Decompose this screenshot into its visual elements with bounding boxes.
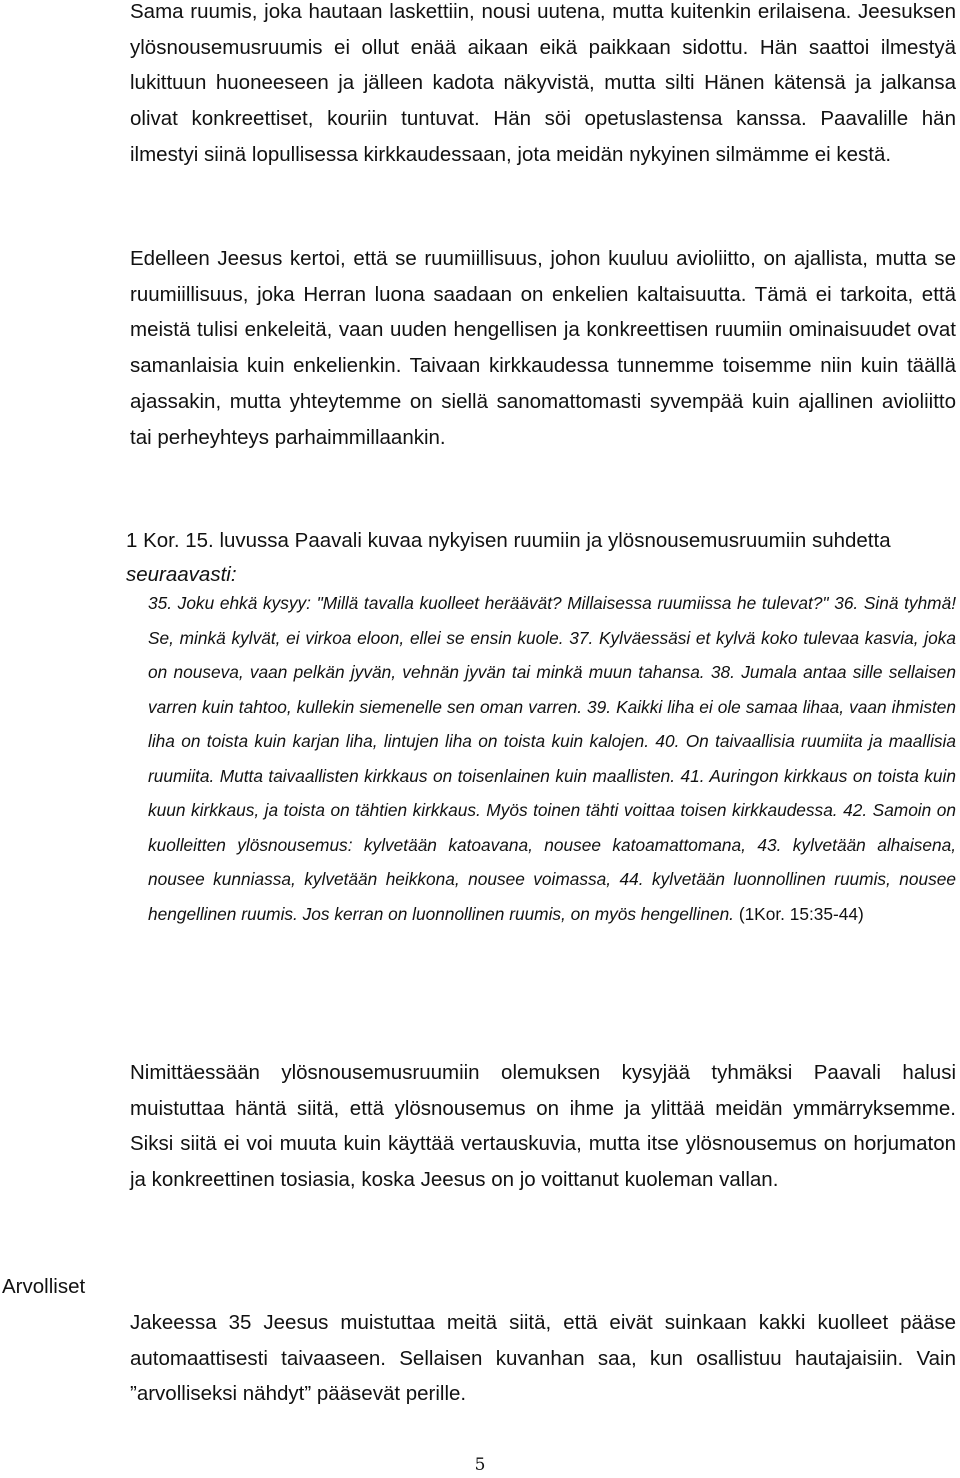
page-number: 5 <box>474 1455 486 1475</box>
quote-introduction-text: 1 Kor. 15. luvussa Paavali kuvaa nykyisen ruumiin ja ylösnousemusruumiin suhdetta <box>126 529 891 552</box>
paragraph-resurrection-body: Sama ruumis, joka hautaan laskettiin, nousi uutena, mutta kuitenkin erilaisena. Jeesuksen ylösnousemusruumis ei ollut enää aikaan eikä paikkaan sidottu. Hän saattoi ilmestyä lukittuun huoneeseen ja jälleen kadota näkyvistä, mutta silti Hänen kätensä ja jalkansa olivat konkreettiset, kouriin tuntuvat. Hän söi opetuslastensa kanssa. Paavalille hän ilmestyi siinä lopullisessa kirkkaudessaan, jota meidän nykyinen silmämme ei kestä. <box>130 0 956 166</box>
paragraph-worthy: Jakeessa 35 Jeesus muistuttaa meitä siitä, että eivät suinkaan kakki kuolleet pääse automaattisesti taivaaseen. Sellaisen kuvanhan saa, kun osallistuu hautajaisiin. Vain ”arvolliseksi nähdyt” pääsevät perille. <box>130 1311 956 1406</box>
quote-introduction-italic: seuraavasti: <box>126 563 237 586</box>
margin-heading-arvolliset: Arvolliset <box>2 1275 86 1298</box>
bible-quote-text: 35. Joku ehkä kysyy: "Millä tavalla kuolleet heräävät? Millaisessa ruumiissa he tulevat?" 36. Sinä tyhmä! Se, minkä kylvät, ei virkoa eloon, ellei se ensin kuole. 37. Kylväessäsi et kylvä koko tulevaa kasvia, joka on nouseva, vaan pelkän jyvän, vehnän jyvän tai minkä muun tahansa. 38. Jumala antaa sille sellaisen varren kuin tahtoo, kullekin siemenelle sen oman varren. 39. Kaikki liha ei ole samaa lihaa, vaan ihmisten liha on toista kuin karjan liha, lintujen liha on toista kuin kalojen. 40. On taivaallisia ruumiita ja maallisia ruumiita. Mutta taivaallisten kirkkaus on toisenlainen kuin maallisten. 41. Auringon kirkkaus on toista kuin kuun kirkkaus, ja toista on tähtien kirkkaus. Myös toinen tähti voittaa toisen kirkkaudessa. 42. Samoin on kuolleitten ylösnousemus: kylvetään katoavana, nousee katoamattomana, 43. kylvetään alhaisena, nousee kunniassa, kylvetään heikkona, nousee voimassa, 44. kylvetään luonnollinen ruumis, nousee hengellinen ruumis. Jos kerran on luonnollinen ruumis, on myös hengellinen. <box>148 593 956 924</box>
bible-quote-reference: (1Kor. 15:35-44) <box>738 903 864 924</box>
paragraph-angels-likeness: Edelleen Jeesus kertoi, että se ruumiillisuus, johon kuuluu avioliitto, on ajallista, mutta se ruumiillisuus, joka Herran luona saadaan on enkelien kaltaisuutta. Tämä ei tarkoita, että meistä tulisi enkeleitä, vaan uuden hengellisen ja konkreettisen ruumiin ominaisuudet ovat samanlaisia kuin enkelienkin. Taivaan kirkkaudessa tunnemme toisemme niin kuin täällä ajassakin, mutta yhteytemme on siellä sanomattomasti syvempää kuin ajallinen avioliitto tai perheyhteys parhaimmillaankin. <box>130 247 956 449</box>
quote-introduction <box>126 524 956 592</box>
bible-quote <box>148 586 956 931</box>
paragraph-paul-explanation: Nimittäessään ylösnousemusruumiin olemuksen kysyjää tyhmäksi Paavali halusi muistuttaa häntä siitä, että ylösnousemus on ihme ja ylittää meidän ymmärryksemme. Siksi siitä ei voi muuta kuin käyttää vertauskuvia, mutta itse ylösnousemus on horjumaton ja konkreettinen tosiasia, koska Jeesus on jo voittanut kuoleman vallan. <box>130 1061 956 1192</box>
